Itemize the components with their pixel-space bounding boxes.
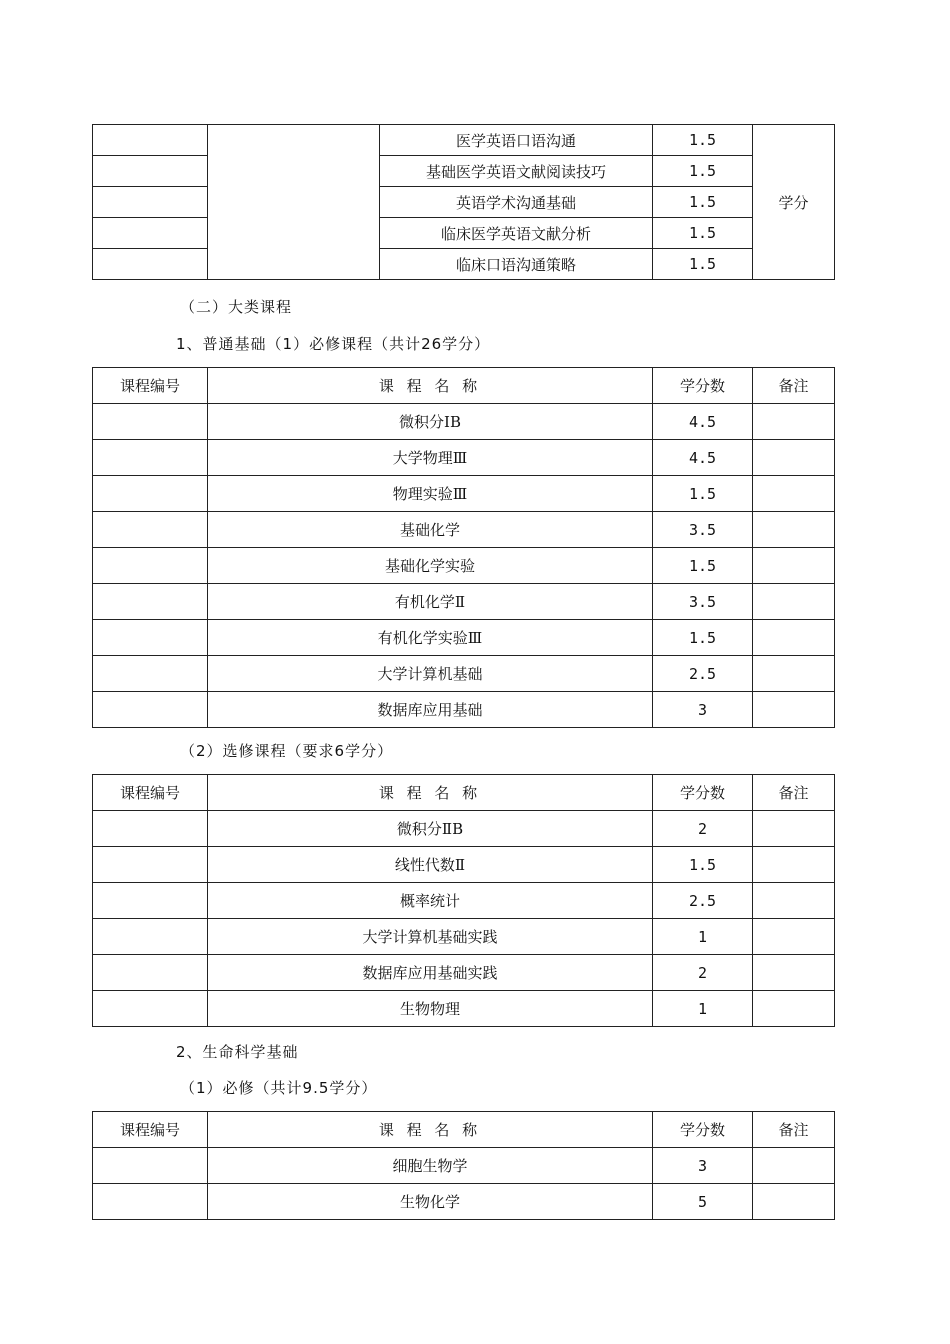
table-row bbox=[93, 811, 835, 847]
code-cell bbox=[93, 847, 208, 883]
code-cell bbox=[93, 1184, 208, 1220]
code-cell bbox=[93, 476, 208, 512]
header-note: 备注 bbox=[753, 775, 835, 811]
header-note: 备注 bbox=[753, 368, 835, 404]
note-cell bbox=[753, 847, 835, 883]
course-credit: 2.5 bbox=[653, 656, 753, 692]
course-credit: 1 bbox=[653, 991, 753, 1027]
header-name: 课 程 名 称 bbox=[208, 775, 653, 811]
course-credit: 2 bbox=[653, 955, 753, 991]
code-cell bbox=[93, 249, 208, 280]
course-credit: 1.5 bbox=[653, 249, 753, 280]
note-cell bbox=[753, 955, 835, 991]
course-credit: 3 bbox=[653, 1148, 753, 1184]
course-name: 微积分ⅠB bbox=[208, 404, 653, 440]
course-name: 物理实验Ⅲ bbox=[208, 476, 653, 512]
header-code: 课程编号 bbox=[93, 368, 208, 404]
note-cell bbox=[753, 1184, 835, 1220]
code-cell bbox=[93, 440, 208, 476]
code-cell bbox=[93, 584, 208, 620]
header-code: 课程编号 bbox=[93, 1112, 208, 1148]
table-row bbox=[93, 584, 835, 620]
code-cell bbox=[93, 991, 208, 1027]
code-cell bbox=[93, 811, 208, 847]
note-cell bbox=[753, 919, 835, 955]
note-cell bbox=[753, 1148, 835, 1184]
section-heading-life-science: 2、生命科学基础 bbox=[176, 1043, 299, 1061]
table-row bbox=[93, 1148, 835, 1184]
note-cell bbox=[753, 404, 835, 440]
note-cell bbox=[753, 811, 835, 847]
table-row bbox=[93, 692, 835, 728]
course-name: 大学计算机基础实践 bbox=[208, 919, 653, 955]
code-cell bbox=[93, 548, 208, 584]
merged-note-cell: 学分 bbox=[753, 125, 835, 280]
course-name: 微积分ⅡB bbox=[208, 811, 653, 847]
course-name: 细胞生物学 bbox=[208, 1148, 653, 1184]
course-credit: 1 bbox=[653, 919, 753, 955]
category-cell bbox=[208, 125, 380, 280]
course-name: 概率统计 bbox=[208, 883, 653, 919]
course-name: 临床口语沟通策略 bbox=[380, 249, 653, 280]
code-cell bbox=[93, 404, 208, 440]
code-cell bbox=[93, 620, 208, 656]
table-row bbox=[93, 656, 835, 692]
course-credit: 3.5 bbox=[653, 512, 753, 548]
table-header-row bbox=[93, 1112, 835, 1148]
course-credit: 1.5 bbox=[653, 156, 753, 187]
basic-required-table bbox=[92, 367, 835, 728]
section-heading-basic-required: 1、普通基础（1）必修课程（共计26学分） bbox=[176, 335, 491, 353]
course-name: 基础化学实验 bbox=[208, 548, 653, 584]
course-credit: 1.5 bbox=[653, 218, 753, 249]
code-cell bbox=[93, 919, 208, 955]
course-name: 大学计算机基础 bbox=[208, 656, 653, 692]
section-heading-general: （二）大类课程 bbox=[180, 298, 293, 316]
life-science-required-table bbox=[92, 1111, 835, 1220]
table-row bbox=[93, 620, 835, 656]
course-credit: 1.5 bbox=[653, 476, 753, 512]
course-name: 有机化学实验Ⅲ bbox=[208, 620, 653, 656]
header-credit: 学分数 bbox=[653, 1112, 753, 1148]
table-row bbox=[93, 156, 835, 187]
table-row bbox=[93, 249, 835, 280]
code-cell bbox=[93, 692, 208, 728]
course-name: 英语学术沟通基础 bbox=[380, 187, 653, 218]
table-row bbox=[93, 187, 835, 218]
header-credit: 学分数 bbox=[653, 368, 753, 404]
table-row bbox=[93, 512, 835, 548]
course-name: 基础医学英语文献阅读技巧 bbox=[380, 156, 653, 187]
header-name: 课 程 名 称 bbox=[208, 1112, 653, 1148]
course-name: 有机化学Ⅱ bbox=[208, 584, 653, 620]
code-cell bbox=[93, 656, 208, 692]
header-name: 课 程 名 称 bbox=[208, 368, 653, 404]
note-cell bbox=[753, 512, 835, 548]
course-credit: 5 bbox=[653, 1184, 753, 1220]
basic-elective-table bbox=[92, 774, 835, 1027]
table-row bbox=[93, 1184, 835, 1220]
course-name: 临床医学英语文献分析 bbox=[380, 218, 653, 249]
table-row bbox=[93, 847, 835, 883]
note-cell bbox=[753, 883, 835, 919]
table-row bbox=[93, 440, 835, 476]
section-heading-basic-elective: （2）选修课程（要求6学分） bbox=[180, 742, 394, 760]
course-credit: 3 bbox=[653, 692, 753, 728]
code-cell bbox=[93, 883, 208, 919]
note-cell bbox=[753, 440, 835, 476]
course-name: 生物化学 bbox=[208, 1184, 653, 1220]
note-cell bbox=[753, 584, 835, 620]
section-heading-life-required: （1）必修（共计9.5学分） bbox=[180, 1079, 378, 1097]
table-row bbox=[93, 218, 835, 249]
note-cell bbox=[753, 692, 835, 728]
course-name: 数据库应用基础实践 bbox=[208, 955, 653, 991]
header-credit: 学分数 bbox=[653, 775, 753, 811]
table-row bbox=[93, 476, 835, 512]
code-cell bbox=[93, 156, 208, 187]
course-credit: 1.5 bbox=[653, 187, 753, 218]
course-name: 大学物理Ⅲ bbox=[208, 440, 653, 476]
header-code: 课程编号 bbox=[93, 775, 208, 811]
note-cell bbox=[753, 548, 835, 584]
note-cell bbox=[753, 620, 835, 656]
course-credit: 3.5 bbox=[653, 584, 753, 620]
note-cell bbox=[753, 476, 835, 512]
course-credit: 4.5 bbox=[653, 404, 753, 440]
course-credit: 1.5 bbox=[653, 548, 753, 584]
table-row bbox=[93, 955, 835, 991]
course-name: 生物物理 bbox=[208, 991, 653, 1027]
english-courses-table bbox=[92, 124, 835, 280]
table-header-row bbox=[93, 368, 835, 404]
code-cell bbox=[93, 955, 208, 991]
course-name: 基础化学 bbox=[208, 512, 653, 548]
note-cell bbox=[753, 991, 835, 1027]
course-credit: 1.5 bbox=[653, 620, 753, 656]
table-row bbox=[93, 919, 835, 955]
code-cell bbox=[93, 218, 208, 249]
course-credit: 2.5 bbox=[653, 883, 753, 919]
table-row bbox=[93, 404, 835, 440]
code-cell bbox=[93, 1148, 208, 1184]
course-credit: 1.5 bbox=[653, 847, 753, 883]
note-cell bbox=[753, 656, 835, 692]
course-name: 医学英语口语沟通 bbox=[380, 125, 653, 156]
code-cell bbox=[93, 512, 208, 548]
header-note: 备注 bbox=[753, 1112, 835, 1148]
course-name: 数据库应用基础 bbox=[208, 692, 653, 728]
course-credit: 4.5 bbox=[653, 440, 753, 476]
table-row bbox=[93, 125, 835, 156]
table-row bbox=[93, 883, 835, 919]
table-row bbox=[93, 548, 835, 584]
course-credit: 2 bbox=[653, 811, 753, 847]
course-credit: 1.5 bbox=[653, 125, 753, 156]
code-cell bbox=[93, 187, 208, 218]
code-cell bbox=[93, 125, 208, 156]
table-row bbox=[93, 991, 835, 1027]
table-header-row bbox=[93, 775, 835, 811]
course-name: 线性代数Ⅱ bbox=[208, 847, 653, 883]
